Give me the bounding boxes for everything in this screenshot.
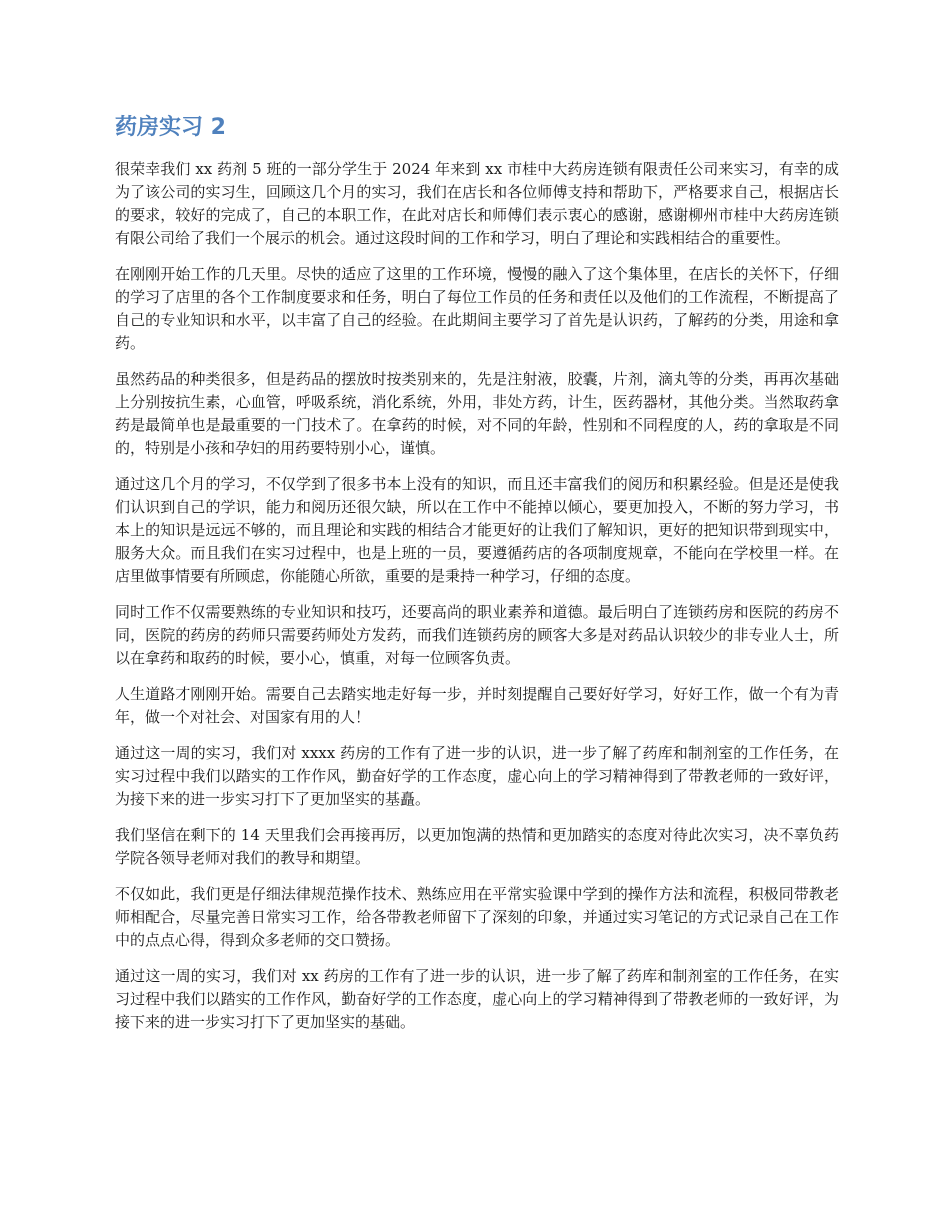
paragraph-9: 不仅如此，我们更是仔细法律规范操作技术、熟练应用在平常实验课中学到的操作方法和流程，积极同带教老师相配合，尽量完善日常实习工作，给各带教老师留下了深刻的印象，并通过实习笔记的方式记录自己在工作中的点点心得，得到众多老师的交口赞扬。	[115, 885, 839, 949]
paragraph-10: 通过这一周的实习，我们对 xx 药房的工作有了进一步的认识，进一步了解了药库和制剂室的工作任务，在实习过程中我们以踏实的工作作风，勤奋好学的工作态度，虚心向上的学习精神得到了带教老师的一致好评，为接下来的进一步实习打下了更加坚实的基础。	[115, 967, 839, 1031]
paragraph-2: 在刚刚开始工作的几天里。尽快的适应了这里的工作环境，慢慢的融入了这个集体里，在店长的关怀下，仔细的学习了店里的各个工作制度要求和任务，明白了每位工作员的任务和责任以及他们的工作流程，不断提高了自己的专业知识和水平，以丰富了自己的经验。在此期间主要学习了首先是认识药，了解药的分类，用途和拿药。	[115, 265, 839, 352]
paragraph-8: 我们坚信在剩下的 14 天里我们会再接再厉，以更加饱满的热情和更加踏实的态度对待此次实习，决不辜负药学院各领导老师对我们的教导和期望。	[115, 826, 839, 867]
paragraph-7: 通过这一周的实习，我们对 xxxx 药房的工作有了进一步的认识，进一步了解了药库和制剂室的工作任务，在实习过程中我们以踏实的工作作风，勤奋好学的工作态度，虚心向上的学习精神得到了带教老师的一致好评，为接下来的进一步实习打下了更加坚实的基矗。	[115, 744, 839, 808]
paragraph-4: 通过这几个月的学习，不仅学到了很多书本上没有的知识，而且还丰富我们的阅历和积累经验。但是还是使我们认识到自己的学识，能力和阅历还很欠缺，所以在工作中不能掉以倾心，要更加投入，不断的努力学习，书本上的知识是远远不够的，而且理论和实践的相结合才能更好的让我们了解知识，更好的把知识带到现实中，服务大众。而且我们在实习过程中，也是上班的一员，要遵循药店的各项制度规章，不能向在学校里一样。在店里做事情要有所顾虑，你能随心所欲，重要的是秉持一种学习，仔细的态度。	[115, 475, 839, 585]
paragraph-5: 同时工作不仅需要熟练的专业知识和技巧，还要高尚的职业素养和道德。最后明白了连锁药房和医院的药房不同，医院的药房的药师只需要药师处方发药，而我们连锁药房的顾客大多是对药品认识较少的非专业人士，所以在拿药和取药的时候，要小心，慎重，对每一位顾客负责。	[115, 603, 839, 667]
document-page	[115, 112, 839, 1047]
document-title: 药房实习 2	[115, 115, 226, 140]
paragraph-1: 很荣幸我们 xx 药剂 5 班的一部分学生于 2024 年来到 xx 市桂中大药房连锁有限责任公司来实习，有幸的成为了该公司的实习生，回顾这几个月的实习，我们在店长和各位师傅支持和帮助下，严格要求自己，根据店长的要求，较好的完成了，自己的本职工作，在此对店长和师傅们表示衷心的感谢，感谢柳州市桂中大药房连锁有限公司给了我们一个展示的机会。通过这段时间的工作和学习，明白了理论和实践相结合的重要性。	[115, 160, 839, 247]
paragraph-6: 人生道路才刚刚开始。需要自己去踏实地走好每一步，并时刻提醒自己要好好学习，好好工作，做一个有为青年，做一个对社会、对国家有用的人！	[115, 685, 839, 726]
paragraph-3: 虽然药品的种类很多，但是药品的摆放时按类别来的，先是注射液，胶囊，片剂，滴丸等的分类，再再次基础上分别按抗生素，心血管，呼吸系统，消化系统，外用，非处方药，计生，医药器材，其他分类。当然取药拿药是最简单也是最重要的一门技术了。在拿药的时候，对不同的年龄，性别和不同程度的人，药的拿取是不同的，特别是小孩和孕妇的用药要特别小心，谨慎。	[115, 370, 839, 457]
